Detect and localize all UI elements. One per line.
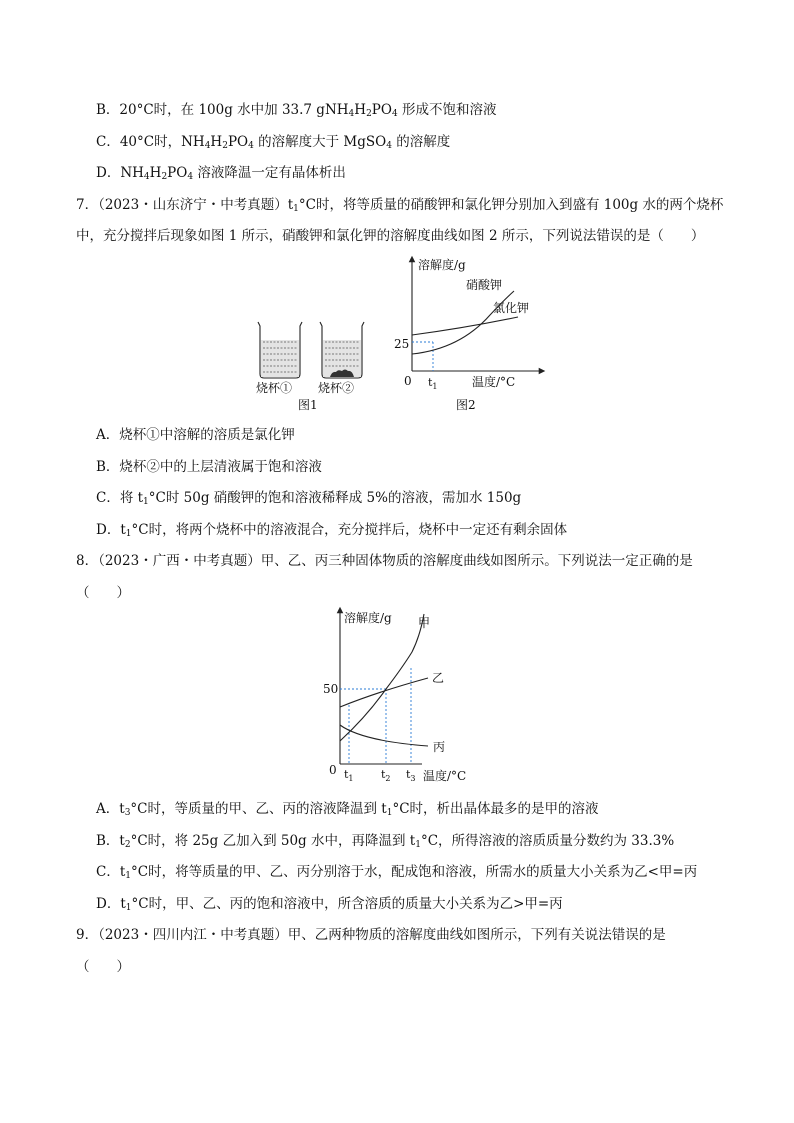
beaker-2: [320, 322, 364, 378]
curve-jia-label: 甲: [418, 616, 431, 630]
curve-kno3-label: 硝酸钾: [466, 278, 503, 292]
curve-kcl-label: 氯化钾: [493, 301, 530, 315]
y-tick-50: 50: [323, 682, 339, 696]
origin-label: 0: [404, 374, 412, 388]
beaker-2-label: 烧杯②: [318, 381, 355, 395]
origin-label: 0: [329, 763, 337, 777]
curve-bing-label: 丙: [433, 740, 446, 754]
q6-option-b: B．20°C时，在 100g 水中加 33.7 $gNH_4H_2PO_4$ 形成不饱和溶液: [96, 102, 497, 119]
q8-stem-line2: （ ）: [76, 585, 130, 601]
x-tick-t2: $t_2$: [381, 768, 391, 783]
q6-option-c: C．40°C时，$NH_4H_2PO_4$ 的溶解度大于 MgSO$_4$ 的溶解度: [96, 134, 451, 151]
x-tick-t3: $t_3$: [406, 768, 416, 783]
y-tick-25: 25: [394, 337, 410, 351]
x-axis-label: 温度/°C: [423, 769, 467, 783]
q7-option-b: B．烧杯②中的上层清液属于饱和溶液: [96, 459, 322, 475]
q7-option-d: D．$t_1^\circ C$时，将两个烧杯中的溶液混合，充分搅拌后，烧杯中一定还有剩余固体: [96, 522, 568, 539]
x-tick-t1: $t_1$: [344, 768, 354, 783]
figure2-caption: 图2: [456, 398, 476, 412]
q8-stem-line1: 8．（2023・广西・中考真题）甲、乙、丙三种固体物质的溶解度曲线如图所示。下列说法一定正确的是: [76, 553, 693, 569]
q7-stem-line1: 7．（2023・山东济宁・中考真题）$t_1^\circ C$时，将等质量的硝酸钾和氯化钾分别加入到盛有 100g 水的两个烧杯: [76, 197, 724, 214]
q8-option-d: D．$t_1^\circ C$时，甲、乙、丙的饱和溶液中，所含溶质的质量大小关系为乙>甲=丙: [96, 896, 563, 913]
q9-stem-line1: 9．（2023・四川内江・中考真题）甲、乙两种物质的溶解度曲线如图所示，下列有关说法错误的是: [76, 927, 666, 943]
y-axis-label: 溶解度/g: [418, 258, 466, 272]
beaker-1: [258, 322, 302, 378]
y-axis-label: 溶解度/g: [344, 611, 392, 625]
x-axis-label: 温度/°C: [472, 375, 516, 389]
q7-option-c: C．将 $t_1^\circ C$时 50g 硝酸钾的饱和溶液稀释成 5%的溶液，需加水 150g: [96, 490, 522, 507]
q6-option-d: D．$NH_4H_2PO_4$ 溶液降温一定有晶体析出: [96, 165, 346, 182]
q7-option-a: A．烧杯①中溶解的溶质是氯化钾: [96, 427, 295, 443]
q8-option-c: C．$t_1^\circ C$时，将等质量的甲、乙、丙分别溶于水，配成饱和溶液，所需水的质量大小关系为乙<甲=丙: [96, 864, 698, 881]
beaker-1-label: 烧杯①: [256, 381, 293, 395]
figure1-caption: 图1: [298, 398, 318, 412]
curve-kcl: [412, 317, 518, 335]
q8-option-a: A．$t_3^\circ C$时，等质量的甲、乙、丙的溶液降温到 $t_1^\circ C$时，析出晶体最多的是甲的溶液: [96, 801, 599, 818]
x-tick-t1: $t_1$: [428, 376, 438, 391]
curve-yi-label: 乙: [432, 671, 445, 685]
q9-stem-line2: （ ）: [76, 959, 130, 975]
q7-figure2-solubility-chart: [390, 253, 550, 415]
q7-stem-line2: 中，充分搅拌后现象如图 1 所示，硝酸钾和氯化钾的溶解度曲线如图 2 所示，下列说法错误的是（ ）: [76, 228, 705, 244]
q8-solubility-chart: [322, 606, 482, 790]
q8-option-b: B．$t_2^\circ C$时，将 25g 乙加入到 50g 水中，再降温到 $t_1^\circ C$，所得溶液的溶质质量分数约为 33.3%: [96, 833, 675, 850]
q7-figure1-beakers: [250, 316, 370, 416]
